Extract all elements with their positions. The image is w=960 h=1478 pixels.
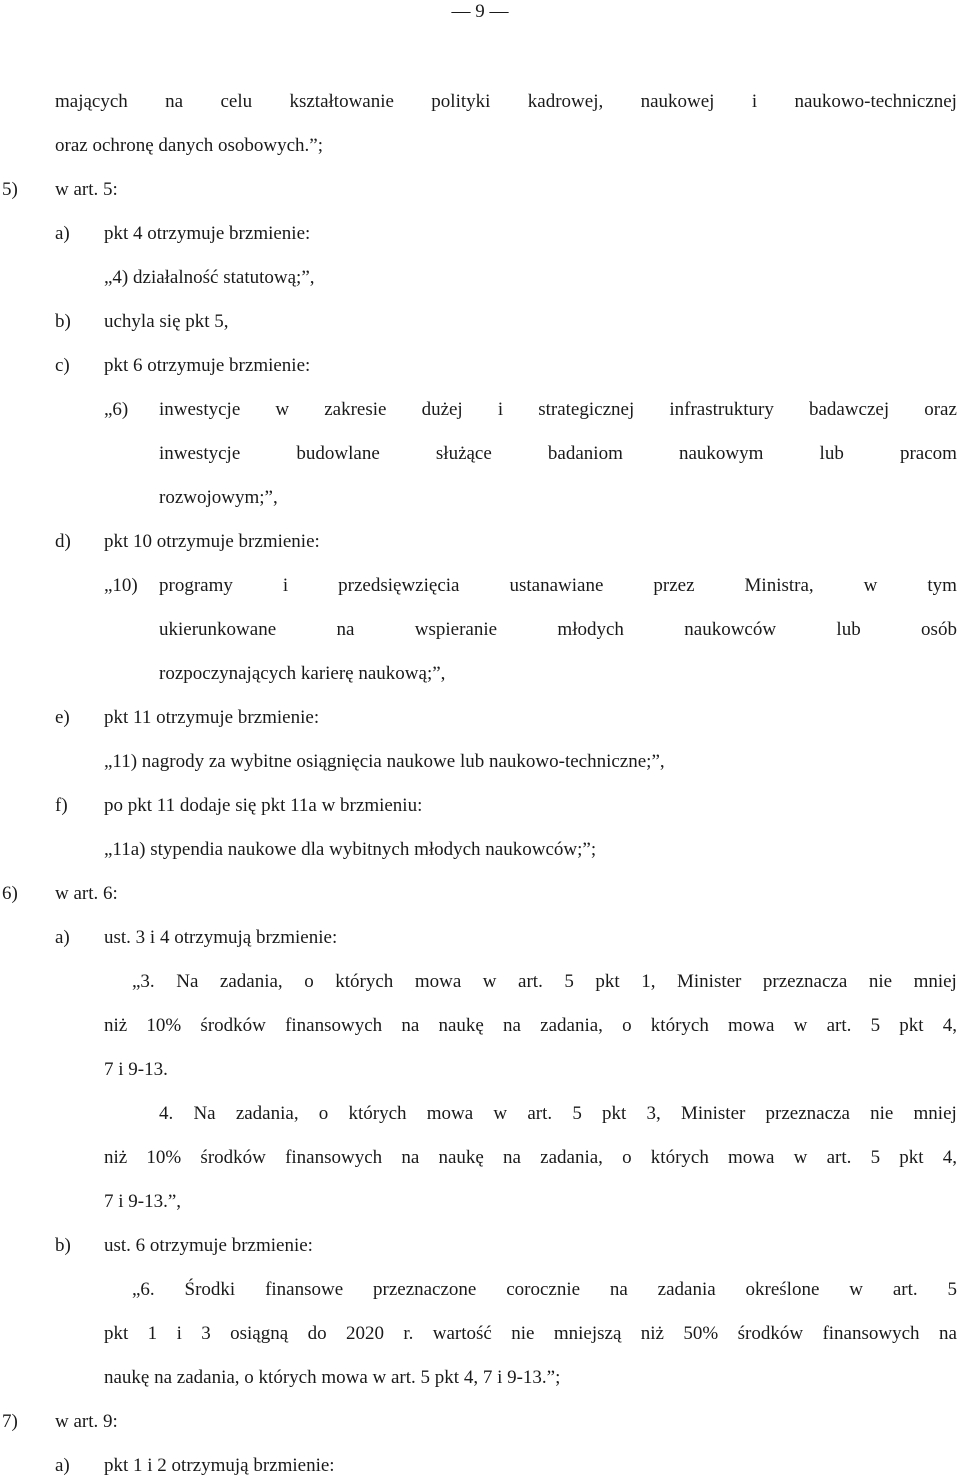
word: finansowych <box>822 1323 920 1344</box>
item-5b-text: uchyla się pkt 5, <box>104 311 229 332</box>
word: niż <box>104 1015 128 1036</box>
item-6a-p4-line-3: 7 i 9-13.”, <box>104 1191 182 1212</box>
word: inwestycje <box>159 443 241 464</box>
word: badawczej <box>808 399 890 420</box>
item-5e-quote: „11) nagrody za wybitne osiągnięcia naukowe lub naukowo-techniczne;”, <box>104 751 665 772</box>
word: mowa <box>728 1015 775 1036</box>
word: których <box>348 1103 407 1124</box>
word: 3 <box>201 1323 211 1344</box>
word: pracom <box>899 443 957 464</box>
word: finansowe <box>265 1279 344 1300</box>
word: Ministra, <box>744 575 814 596</box>
page-number: — 9 — <box>451 1 509 22</box>
item-5e-label: e) <box>55 707 70 728</box>
word: Środki <box>184 1279 236 1300</box>
word: inwestycje <box>159 399 241 420</box>
word: celu <box>220 91 253 112</box>
item-6b-text: ust. 6 otrzymuje brzmienie: <box>104 1235 313 1256</box>
item-5c-line-1 <box>159 398 957 422</box>
item-5a-quote: „4) działalność statutową;”, <box>104 267 315 288</box>
item-5b-label: b) <box>55 311 71 332</box>
word: 5 <box>947 1279 957 1300</box>
word: r. <box>403 1323 414 1344</box>
word: art. <box>527 1103 553 1124</box>
word: tym <box>927 575 957 596</box>
item-5d-line-3: rozpoczynających karierę naukową;”, <box>159 663 446 684</box>
word: i <box>282 575 289 596</box>
word: o <box>304 971 314 992</box>
item-7-label: 7) <box>2 1411 18 1432</box>
word: 3, <box>646 1103 661 1124</box>
item-5d-quote-label: „10) <box>104 575 138 596</box>
word: ukierunkowane <box>159 619 277 640</box>
word: Na <box>176 971 199 992</box>
item-7a-label: a) <box>55 1455 70 1476</box>
item-5d-label: d) <box>55 531 71 552</box>
word: zadania, <box>540 1015 603 1036</box>
word: przeznaczone <box>373 1279 477 1300</box>
word: 4, <box>942 1147 957 1168</box>
word: młodych <box>557 619 624 640</box>
word: niż <box>640 1323 664 1344</box>
word: zadania, <box>540 1147 603 1168</box>
item-6a-p4-line-2 <box>104 1146 957 1170</box>
word: 2020 <box>345 1323 384 1344</box>
word: kadrowej, <box>527 91 604 112</box>
word: na <box>503 1147 521 1168</box>
word: o <box>622 1015 632 1036</box>
word: art. <box>826 1147 852 1168</box>
word: których <box>650 1015 709 1036</box>
word: zadania, <box>219 971 283 992</box>
item-5d-line-1 <box>159 574 957 598</box>
word: których <box>650 1147 709 1168</box>
word: i <box>497 399 504 420</box>
intro-line-2: oraz ochronę danych osobowych.”; <box>55 135 324 156</box>
item-6b-line-1 <box>132 1278 957 1302</box>
word: naukowej <box>640 91 715 112</box>
word: osób <box>921 619 957 640</box>
word: lub <box>819 443 844 464</box>
intro-line-1 <box>55 90 957 114</box>
item-6a-p3-line-2 <box>104 1014 957 1038</box>
word: w <box>793 1147 808 1168</box>
word: mniejszą <box>553 1323 622 1344</box>
item-5e-text: pkt 11 otrzymuje brzmienie: <box>104 707 320 728</box>
word: „3. <box>132 971 155 992</box>
word: przeznacza <box>762 971 848 992</box>
word: strategicznej <box>538 399 635 420</box>
word: naukowo-technicznej <box>794 91 957 112</box>
word: naukowym <box>678 443 764 464</box>
item-5-label: 5) <box>2 179 18 200</box>
item-6a-p3-line-1 <box>132 970 957 994</box>
word: przeznacza <box>765 1103 850 1124</box>
word: oraz <box>924 399 957 420</box>
word: w <box>493 1103 508 1124</box>
word: 4. <box>159 1103 174 1124</box>
word: mniej <box>913 971 957 992</box>
word: o <box>622 1147 632 1168</box>
word: mowa <box>728 1147 775 1168</box>
item-5f-text: po pkt 11 dodaje się pkt 11a w brzmieniu: <box>104 795 423 816</box>
item-5d-text: pkt 10 otrzymuje brzmienie: <box>104 531 320 552</box>
word: środków <box>737 1323 804 1344</box>
word: na <box>401 1015 420 1036</box>
word: i <box>176 1323 182 1344</box>
item-6a-p3-line-3: 7 i 9-13. <box>104 1059 168 1080</box>
word: w <box>863 575 878 596</box>
word: pkt <box>595 971 620 992</box>
item-6b-line-2 <box>104 1322 957 1346</box>
word: 10% <box>146 1147 182 1168</box>
word: pkt <box>104 1323 129 1344</box>
word: zadania, <box>235 1103 299 1124</box>
word: kształtowanie <box>289 91 394 112</box>
word: w <box>275 399 290 420</box>
word: 10% <box>146 1015 182 1036</box>
word: i <box>751 91 758 112</box>
word: mowa <box>414 971 462 992</box>
word: nie <box>870 1103 894 1124</box>
word: nie <box>868 971 893 992</box>
item-7a-text: pkt 1 i 2 otrzymują brzmienie: <box>104 1455 335 1476</box>
item-6b-line-3: naukę na zadania, o których mowa w art. 5 pkt 4, 7 i 9-13.”; <box>104 1367 561 1388</box>
word: mających <box>55 91 128 112</box>
word: do <box>307 1323 327 1344</box>
word: o <box>318 1103 329 1124</box>
item-6a-text: ust. 3 i 4 otrzymują brzmienie: <box>104 927 338 948</box>
item-7-text: w art. 9: <box>55 1411 118 1432</box>
word: wartość <box>432 1323 492 1344</box>
word: dużej <box>421 399 463 420</box>
word: finansowych <box>285 1147 383 1168</box>
word: programy <box>159 575 233 596</box>
word: 1, <box>641 971 656 992</box>
word: finansowych <box>285 1015 383 1036</box>
word: na <box>401 1147 420 1168</box>
word: polityki <box>431 91 491 112</box>
word: Na <box>193 1103 216 1124</box>
word: Minister <box>680 1103 746 1124</box>
item-5-text: w art. 5: <box>55 179 118 200</box>
item-6a-p4-line-1 <box>159 1102 957 1126</box>
word: przez <box>653 575 695 596</box>
item-5f-quote: „11a) stypendia naukowe dla wybitnych młodych naukowców;”; <box>104 839 597 860</box>
word: zadania <box>657 1279 716 1300</box>
word: służące <box>435 443 492 464</box>
word: wspieranie <box>414 619 498 640</box>
word: w <box>849 1279 863 1300</box>
word: których <box>335 971 394 992</box>
word: art. <box>518 971 543 992</box>
item-5a-text: pkt 4 otrzymuje brzmienie: <box>104 223 311 244</box>
item-5c-line-3: rozwojowym;”, <box>159 487 278 508</box>
word: niż <box>104 1147 128 1168</box>
word: środków <box>200 1147 266 1168</box>
word: na <box>336 619 355 640</box>
word: „6. <box>132 1279 155 1300</box>
item-6a-label: a) <box>55 927 70 948</box>
word: pkt <box>899 1147 924 1168</box>
word: na <box>165 91 184 112</box>
word: naukę <box>438 1147 484 1168</box>
item-6-label: 6) <box>2 883 18 904</box>
word: naukę <box>438 1015 484 1036</box>
word: mowa <box>426 1103 474 1124</box>
word: osiągną <box>230 1323 289 1344</box>
word: na <box>609 1279 628 1300</box>
word: 5 <box>870 1147 881 1168</box>
word: naukowców <box>684 619 777 640</box>
word: lub <box>836 619 861 640</box>
word: przedsięwzięcia <box>338 575 460 596</box>
word: w <box>482 971 497 992</box>
word: mniej <box>913 1103 957 1124</box>
word: na <box>503 1015 521 1036</box>
word: na <box>938 1323 957 1344</box>
word: 4, <box>942 1015 957 1036</box>
word: budowlane <box>296 443 380 464</box>
word: badaniom <box>547 443 623 464</box>
word: 5 <box>870 1015 881 1036</box>
item-5a-label: a) <box>55 223 70 244</box>
word: pkt <box>899 1015 924 1036</box>
item-6b-label: b) <box>55 1235 71 1256</box>
word: ustanawiane <box>509 575 604 596</box>
item-5c-text: pkt 6 otrzymuje brzmienie: <box>104 355 311 376</box>
word: 5 <box>572 1103 582 1124</box>
word: w <box>793 1015 808 1036</box>
word: zakresie <box>324 399 387 420</box>
word: 1 <box>147 1323 158 1344</box>
item-5f-label: f) <box>55 795 68 816</box>
word: art. <box>892 1279 918 1300</box>
word: nie <box>511 1323 535 1344</box>
word: 50% <box>683 1323 719 1344</box>
word: 5 <box>564 971 574 992</box>
word: infrastruktury <box>669 399 774 420</box>
word: środków <box>200 1015 266 1036</box>
word: art. <box>826 1015 852 1036</box>
item-5c-quote-label: „6) <box>104 399 129 420</box>
word: określone <box>745 1279 820 1300</box>
item-5c-line-2 <box>159 442 957 466</box>
item-6-text: w art. 6: <box>55 883 118 904</box>
word: pkt <box>602 1103 627 1124</box>
word: Minister <box>677 971 742 992</box>
item-5d-line-2 <box>159 618 957 642</box>
word: corocznie <box>506 1279 581 1300</box>
item-5c-label: c) <box>55 355 70 376</box>
